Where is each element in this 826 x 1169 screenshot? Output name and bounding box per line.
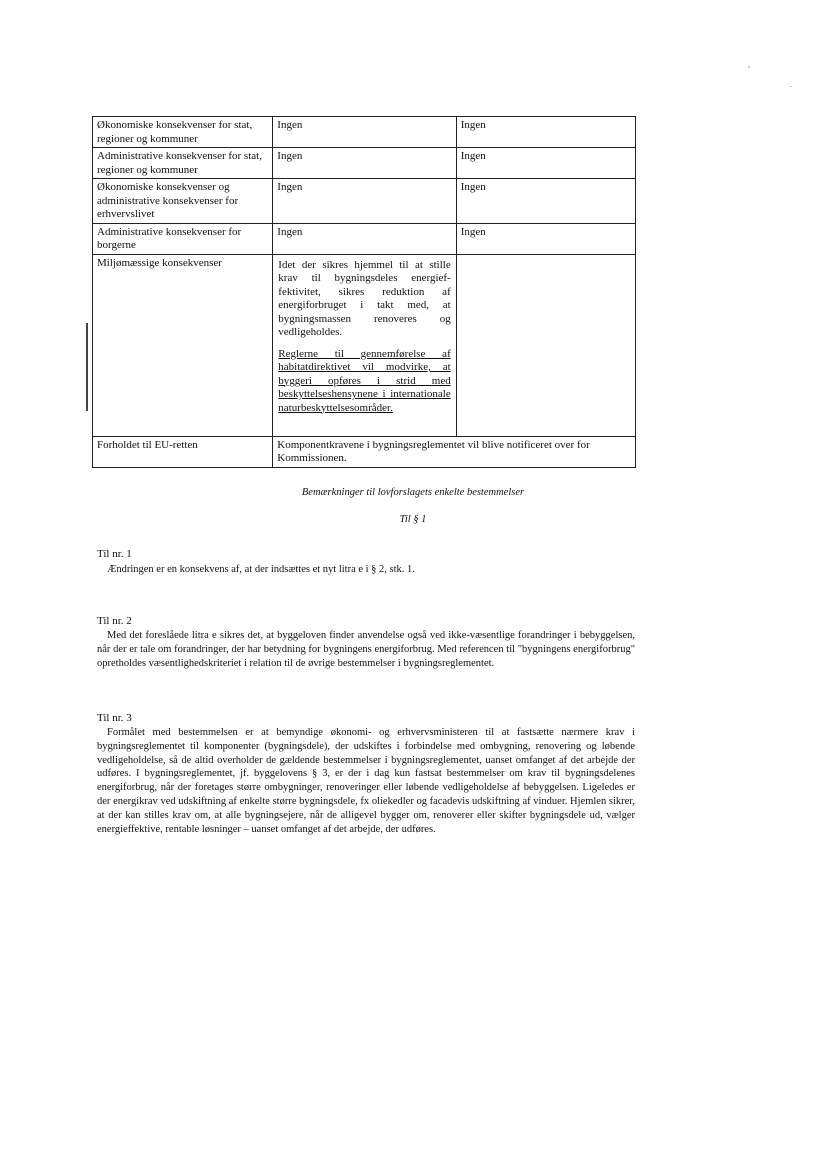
env-description-cell — [273, 254, 456, 436]
row-value: Ingen — [456, 223, 635, 254]
scan-speck: . — [790, 80, 792, 89]
row-value: Ingen — [456, 148, 635, 179]
nr-label: Til nr. 1 — [97, 548, 132, 560]
env-paragraph: Idet der sikres hjemmel til at stille krav til bygningsdeles energief-fektivitet, sikres reduktion af energiforbruget i takt med, at bygningsmassen renoveres og vedligeholdes. — [278, 258, 451, 338]
table-row — [93, 254, 636, 436]
row-value: Ingen — [273, 148, 456, 179]
row-label: Administrative konsekvenser for stat, regioner og kommuner — [93, 148, 273, 179]
table-row — [93, 179, 636, 224]
table-row — [93, 117, 636, 148]
table-row — [93, 436, 636, 467]
nr-label: Til nr. 2 — [97, 615, 132, 627]
row-value: Ingen — [456, 179, 635, 224]
nr-label: Til nr. 3 — [97, 712, 132, 724]
row-label: Forholdet til EU-retten — [93, 436, 273, 467]
row-value: Ingen — [273, 223, 456, 254]
section-heading: Bemærkninger til lovforslagets enkelte bestemmelser — [301, 487, 525, 498]
row-value — [456, 254, 635, 436]
section-paragraph: Formålet med bestemmelsen er at bemyndige økonomi- og erhvervsministeren til at fastsætte nærmere krav i bygningsreglementet til komponenter (bygningsdele), der udskiftes i forbindelse med ombygning, renovering og løbende vedligeholdelse, så de altid overholder de gældende bestemmelser i bygningsreglementet, uanset omfanget af det arbejde der udføres. I bygningsreglementet, jf. byggelovens § 3, er der i dag kun fastsat bestemmelser om krav til bygningsdelenes energiforbrug, når der foretages større ombygninger, renoveringer eller løbende vedligeholdelse af bebyggelsen. Ligeledes er der energikrav ved udskiftning af enkelte større bygningsdele, fx oliekedler og facadevis udskiftning af vinduer. Hjemlen sikrer, at der kan stilles krav om, at alle bygningsejere, når de alligevel bygger om, renoverer eller skifter bygningsdele ud, vælger energieffektive, rentable løsninger – uanset omfanget af det arbejde, der udføres. — [97, 727, 635, 835]
consequences-table — [92, 116, 636, 468]
row-label: Økonomiske konsekvenser for stat, regioner og kommuner — [93, 117, 273, 148]
row-value: Ingen — [456, 117, 635, 148]
row-value: Komponentkravene i bygningsreglementet vil blive notificeret over for Kommissionen. — [273, 436, 636, 467]
section-paragraph: Med det foreslåede litra e sikres det, at byggeloven finder anvendelse også ved ikke-væsentlige forandringer i bebyggelsen, når der er tale om forandringer, der har betydning for bygningens energiforbrug. Med referencen til "bygningens energiforbrug" opretholdes væsentlighedskriteriet i relation til de øvrige bestemmelser i bygningsreglementet. — [97, 630, 635, 669]
table-row — [93, 223, 636, 254]
row-label: Administrative konsekvenser for borgerne — [93, 223, 273, 254]
row-value: Ingen — [273, 117, 456, 148]
scan-speck: , — [748, 60, 750, 69]
row-label: Miljømæssige konsekvenser — [93, 254, 273, 436]
env-paragraph-amended: Reglerne til gennemførelse af habitatdirektivet vil modvirke, at byggeri opføres i strid med beskyttelseshensynene i internationale naturbeskyttelsesområder. — [278, 347, 451, 414]
row-label: Økonomiske konsekvenser og administrative konsekvenser for erhvervslivet — [93, 179, 273, 224]
section-paragraph: Ændringen er en konsekvens af, at der indsættes et nyt litra e i § 2, stk. 1. — [107, 564, 415, 575]
margin-change-bar — [86, 323, 88, 411]
row-value: Ingen — [273, 179, 456, 224]
table-row — [93, 148, 636, 179]
section-subheading: Til § 1 — [399, 514, 427, 525]
